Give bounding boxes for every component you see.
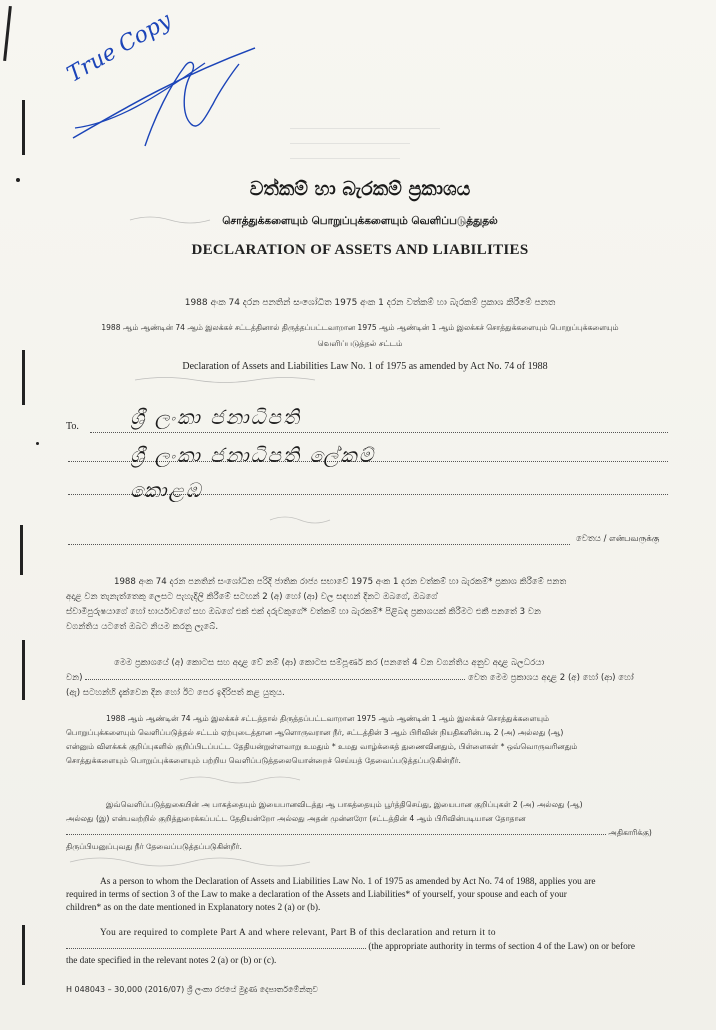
scan-edge-mark [20,525,23,575]
english-paragraph-line: children* as on the date mentioned in Explanatory notes 2 (a) or (b). [66,903,321,913]
pen-scribble [55,28,285,158]
addressee-line-1: ශ්‍රී ලංකා ජනාධිපති [130,405,302,429]
english-requirement [66,926,688,968]
sinhala-requirement-line: (ඇ) සටහන්හි දැක්වෙන දින හෝ ඊට පෙර ඉදිරිපත් කළ යුතුය. [66,688,285,698]
sinhala-paragraph-line: 1988 අංක 74 දරන පනතින් සංශෝධිත පරිදි ජාතික රාජ්‍ය සභාවේ 1975 අංක 1 දරන වත්කම් හා බැරකම්* ප්‍රකාශ කිරීමේ පනත [114,577,567,587]
english-paragraph [66,876,688,915]
scan-edge-mark [22,640,25,700]
title-tamil: சொத்துக்களையும் பொறுப்புக்களையும் வெளிப்படுத்துதல் [222,215,498,227]
english-requirement-suffix: (the appropriate authority in terms of section 4 of the Law) on or before [368,942,636,952]
true-copy-text: True Copy [63,8,176,88]
scan-edge-mark [36,442,39,445]
sinhala-requirement-prefix: වන) [66,673,83,683]
sinhala-paragraph-line: අදාළ වන තැනැත්තෙකු ලෙසට පැහැදිලි කිරීමේ සටහන් 2 (අ) හෝ (ආ) වල සඳහන් දිනට ඔබගේ, ඔබගේ [66,592,438,602]
english-paragraph-line: As a person to whom the Declaration of Assets and Liabilities Law No. 1 of 1975 as amended by Act No. 74 of 1988, applies you are [100,877,596,887]
tamil-requirement-suffix: அதிகாரிக்கு) [608,828,652,837]
law-reference-sinhala: 1988 අංක 74 දරන පනතින් සංශෝධිත 1975 අංක 1 දරන වත්කම් හා බැරකම් ප්‍රකාශ කිරීමේ පනත [184,298,556,308]
sinhala-requirement-line [66,671,676,686]
addressee-line-3: කොළඹ [130,478,203,502]
sinhala-requirement [66,656,676,701]
sinhala-paragraph [66,575,676,635]
scan-edge-mark [22,350,25,405]
scan-edge-mark [22,100,25,155]
to-suffix: වෙතය / என்பவருக்கு [576,534,660,544]
english-requirement-line [66,940,688,954]
english-blank-field[interactable] [66,948,366,949]
sinhala-blank-field[interactable] [85,679,465,680]
to-line-4 [68,544,570,545]
tamil-paragraph-line: 1988 ஆம் ஆண்டின் 74 ஆம் இலக்கச் சட்டத்தால் திருத்தப்பட்டவாறான 1975 ஆம் ஆண்டின் 1 ஆம் இலக்கச் சொத்துக்களையும் [106,714,550,723]
scan-edge-mark [16,178,20,182]
scan-edge-mark [22,925,25,985]
to-line-1 [90,432,668,433]
law-reference-english: Declaration of Assets and Liabilities Law No. 1 of 1975 as amended by Act No. 74 of 1988 [182,361,548,372]
sinhala-requirement-line: මෙම ප්‍රකාශයේ (අ) කොටස සහ අදාළ වේ නම් (ආ) කොටස සම්පූර්ණ කර (පනතේ 4 වන වගන්තිය අනුව අදාළ බලධරයා [114,658,545,668]
scan-edge-mark [3,6,12,61]
tamil-paragraph-line: சொத்துக்களையும் பொறுப்புக்களையும் பற்றிய வெளிப்படுத்தலையொன்றைச் செய்யத் தேவைப்படுத்தப்படுகின்றீர். [66,756,461,765]
law-reference-tamil-2: வெளிப்படுத்தல் சட்டம் [317,339,403,348]
tamil-requirement-line: இவ்வெளிப்படுத்துகையின் அ பாகத்தையும் இயைபானவிடத்து ஆ பாகத்தையும் பூர்த்திசெய்து, இயைபான குறிப்புகள் 2 (அ) அல்லது (ஆ) [106,800,583,809]
english-requirement-line: You are required to complete Part A and where relevant, Part B of this declaration and return it to [100,928,496,938]
tamil-paragraph-line: பொறுப்புக்களையும் வெளிப்படுத்தல் சட்டம் ஏற்புடைத்தான ஆளொருவரான நீர், சட்டத்தின் 3 ஆம் பிரிவின் நியதிகளின்படி 2 (அ) அல்லது (ஆ) [66,728,564,737]
true-copy-annotation [55,8,285,158]
to-label: To. [66,421,79,432]
tamil-paragraph [66,712,678,768]
title-english: DECLARATION OF ASSETS AND LIABILITIES [191,242,529,258]
addressee-line-2: ශ්‍රී ලංකා ජනාධිපති ලේකම් [130,443,375,467]
tamil-requirement-line [66,826,678,840]
bleed-through-text [290,118,490,178]
english-requirement-line: the date specified in the relevant notes 2 (a) or (b) or (c). [66,956,277,966]
tamil-paragraph-line: என்னும் விளக்கக் குறிப்புகளில் குறிப்பிடப்பட்ட தேதியன்றுள்ளவாறு உமதும் * உமது வாழ்க்கைத் துணைவினதும், பிள்ளைகள் * ஒவ்வொருவரினதும் [66,742,578,751]
tamil-requirement-line: அல்லது (இ) என்பவற்றில் குறித்துரைக்கப்பட்ட தேதியன்றோ அல்லது அதன் முன்னரோ (சட்டத்தின் 4 ஆம் பிரிவின்படியான தோதான [66,814,526,823]
tamil-requirement [66,798,678,854]
sinhala-paragraph-line: වගන්තිය යටතේ ඔබට නියම කරනු ලැබේ. [66,622,219,632]
print-footer: H 048043 – 30,000 (2016/07) ශ්‍රී ලංකා රජයේ මුද්‍රණ දෙපාර්තමේන්තුව [66,985,318,994]
sinhala-requirement-suffix: වෙත මෙම ප්‍රකාශය අදාළ 2 (අ) හෝ (ආ) හෝ [467,673,634,683]
tamil-requirement-line: திருப்பியனுப்புவது நீர் தேவைப்படுத்தப்படுகின்றீர். [66,842,242,851]
english-paragraph-line: required in terms of section 3 of the Law to make a declaration of the Assets and Liabilities* of yourself, your spouse and each of your [66,890,567,900]
tamil-blank-field[interactable] [66,834,606,835]
title-sinhala: වත්කම් හා බැරකම් ප්‍රකාශය [249,178,471,200]
sinhala-paragraph-line: ස්වාමිපුරුෂයාගේ හෝ භාර්යාවගේ සහ ඔබගේ එක් එක් දරුවකුගේ* වත්කම් හා බැරකම්* පිළිබඳ ප්‍රකාශයක් කිරීමට එකී පනතේ 3 වන [66,607,542,617]
law-reference-tamil-1: 1988 ஆம் ஆண்டின் 74 ஆம் இலக்கச் சட்டத்தினால் திருத்தப்பட்டவாறான 1975 ஆம் ஆண்டின் 1 ஆம் இலக்கச் சொத்துக்களையும் பொறுப்புக்களையும் [101,323,619,332]
